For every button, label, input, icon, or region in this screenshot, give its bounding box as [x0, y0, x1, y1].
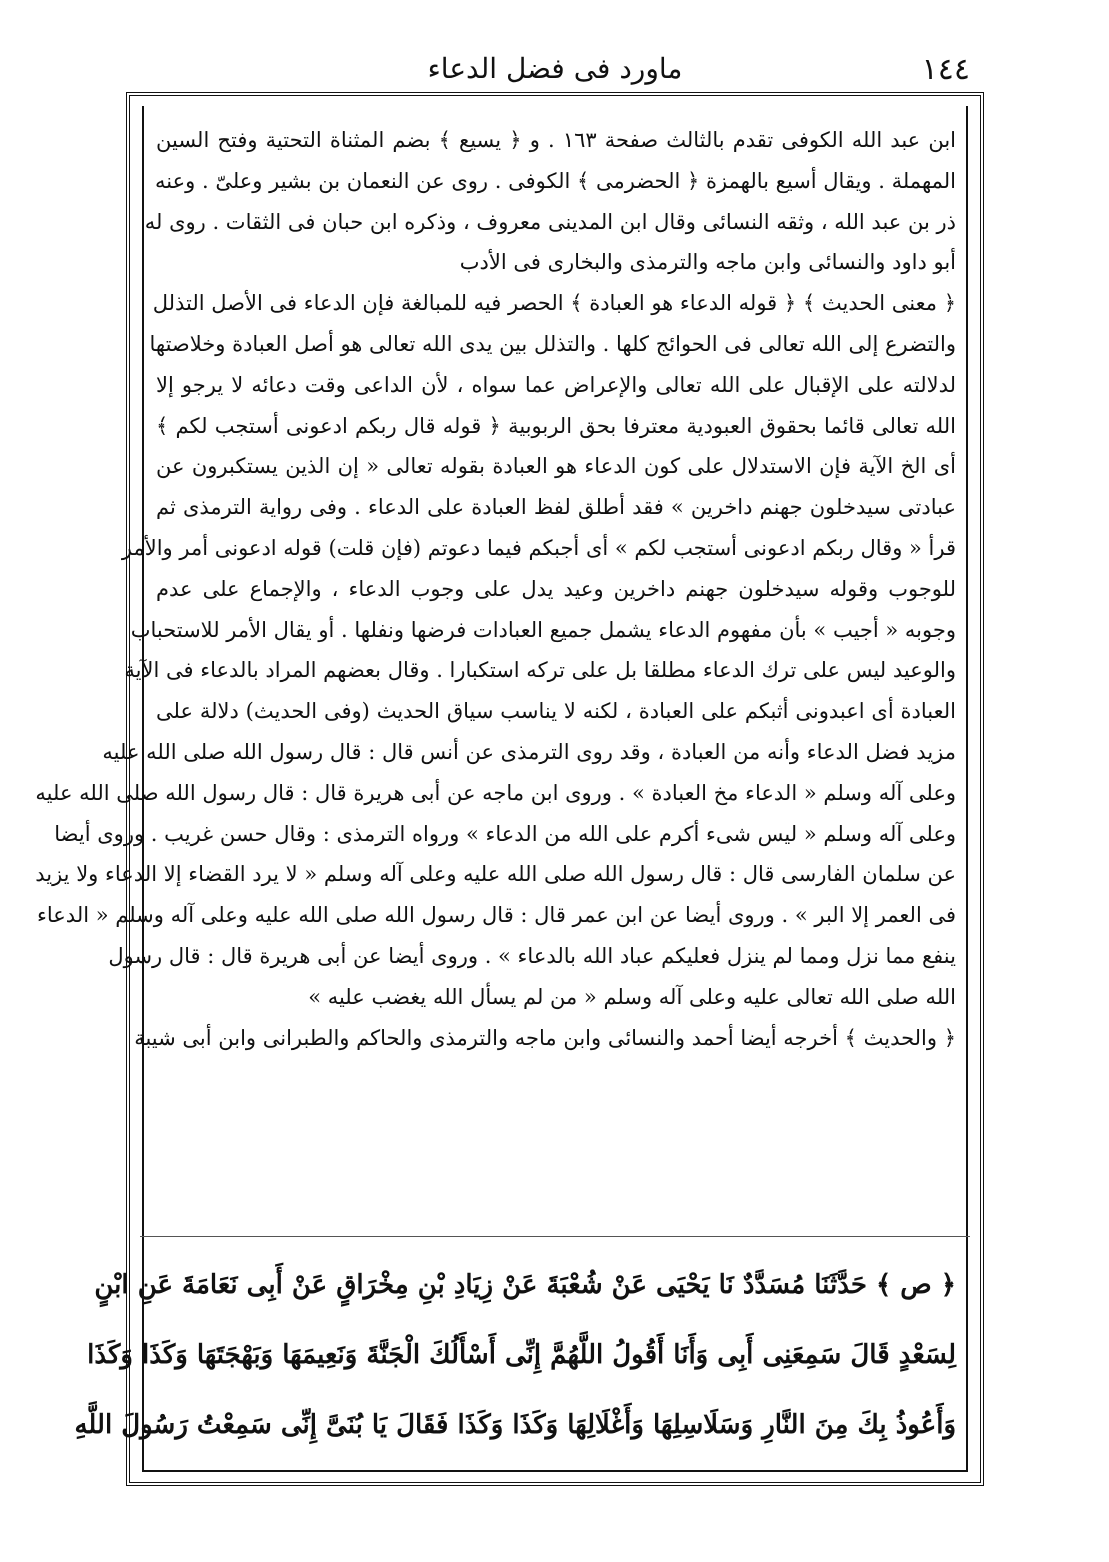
commentary-line: عبادتى سيدخلون جهنم داخرين » فقد أطلق لفظ العبادة على الدعاء . وفى رواية الترمذى ثم: [156, 495, 956, 520]
commentary-line: أبو داود والنسائى وابن ماجه والترمذى والبخارى فى الأدب: [459, 250, 956, 275]
commentary-line: العبادة أى اعبدونى أثبكم على العبادة ، لكنه لا يناسب سياق الحديث (وفى الحديث) دلالة على: [156, 699, 956, 724]
commentary-line: وجوبه « أجيب » بأن مفهوم الدعاء يشمل جميع العبادات فرضها ونفلها . أو يقال الأمر للاستحباب: [130, 617, 956, 642]
commentary-line: والوعيد ليس على ترك الدعاء مطلقا بل على تركه استكبارا . وقال بعضهم المراد بالدعاء فى الآية: [124, 658, 956, 683]
commentary-line: ذر بن عبد الله ، وثقه النسائى وقال ابن المدينى معروف ، وذكره ابن حبان فى الثقات . روى له: [144, 209, 956, 234]
commentary-line: وعلى آله وسلم « ليس شىء أكرم على الله من الدعاء » ورواه الترمذى : وقال حسن غريب . وروى أيضا: [54, 821, 956, 846]
hadith-line: وَأَعُوذُ بِكَ مِنَ النَّارِ وَسَلَاسِلِهَا وَأَغْلَالِهَا وَكَذَا وَكَذَا فَقَالَ يَا بُنَىَّ إِنِّى سَمِعْتُ رَسُولَ اللَّهِ: [74, 1410, 956, 1440]
hadith-line: ﴿ ص ﴾ حَدَّثَنَا مُسَدَّدٌ نَا يَحْيَى عَنْ شُعْبَةَ عَنْ زِيَادِ بْنِ مِخْرَاقٍ عَنْ أَبِى نَعَامَةَ عَنِ ابْنٍ: [94, 1270, 956, 1300]
commentary-line: ينفع مما نزل ومما لم ينزل فعليكم عباد الله بالدعاء » . وروى أيضا عن أبى هريرة قال : قال رسول: [108, 943, 956, 968]
commentary-line: قرأ « وقال ربكم ادعونى أستجب لكم » أى أجبكم فيما دعوتم (فإن قلت) قوله ادعونى أمر والأمر: [121, 535, 956, 560]
commentary-line: مزيد فضل الدعاء وأنه من العبادة ، وقد روى الترمذى عن أنس قال : قال رسول الله صلى الله عليه: [102, 739, 956, 764]
running-head-title: ماورد فى فضل الدعاء: [427, 52, 683, 85]
commentary-line: الله صلى الله تعالى عليه وعلى آله وسلم « من لم يسأل الله يغضب عليه »: [308, 984, 956, 1009]
commentary-line: فى العمر إلا البر » . وروى أيضا عن ابن عمر قال : قال رسول الله صلى الله عليه وعلى آله وسلم « الدعاء: [37, 903, 956, 928]
commentary-line: عن سلمان الفارسى قال : قال رسول الله صلى الله عليه وعلى آله وسلم « لا يرد القضاء إلا الدعاء ولا يزيد: [35, 862, 956, 887]
commentary-line: والتضرع إلى الله تعالى فى الحوائج كلها . والتذلل بين يدى الله تعالى هو أصل العبادة وخلاصتها: [149, 331, 956, 356]
commentary-line: ﴿ معنى الحديث ﴾ ﴿ قوله الدعاء هو العبادة ﴾ الحصر فيه للمبالغة فإن الدعاء فى الأصل التذلل: [152, 291, 956, 316]
commentary-line: للوجوب وقوله سيدخلون جهنم داخرين وعيد يدل على وجوب الدعاء ، والإجماع على عدم: [156, 576, 956, 601]
commentary-line: ﴿ والحديث ﴾ أخرجه أيضا أحمد والنسائى وابن ماجه والترمذى والحاكم والطبرانى وابن أبى شيبة: [134, 1025, 956, 1050]
commentary-line: الله تعالى قائما بحقوق العبودية معترفا بحق الربوبية ﴿ قوله قال ربكم ادعونى أستجب لكم ﴾: [156, 413, 956, 438]
commentary-line: أى الخ الآية فإن الاستدلال على كون الدعاء هو العبادة بقوله تعالى « إن الذين يستكبرون عن: [156, 454, 956, 479]
commentary-line: ابن عبد الله الكوفى تقدم بالثالث صفحة ١٦٣ . و ﴿ يسيع ﴾ بضم المثناة التحتية وفتح السين: [156, 128, 957, 152]
commentary-line: المهملة . ويقال أسيع بالهمزة ﴿ الحضرمى ﴾ الكوفى . روى عن النعمان بن بشير وعلىّ . وعنه: [155, 168, 956, 193]
commentary-line: وعلى آله وسلم « الدعاء مخ العبادة » . وروى ابن ماجه عن أبى هريرة قال : قال رسول الله صلى الله عليه: [35, 780, 956, 805]
section-divider: [140, 1236, 970, 1237]
page-number: ١٤٤: [921, 52, 970, 87]
hadith-text-block: [74, 1250, 956, 1460]
running-head: [140, 44, 970, 90]
commentary-block: [35, 120, 957, 1058]
hadith-line: لِسَعْدٍ قَالَ سَمِعَنِى أَبِى وَأَنَا أَقُولُ اللَّهُمَّ إِنِّى أَسْأَلُكَ الْجَنَّةَ وَنَعِيمَهَا وَبَهْجَتَهَا وَكَذَا وَكَذَا: [87, 1340, 956, 1370]
commentary-line: لدلالته على الإقبال على الله تعالى والإعراض عما سواه ، لأن الداعى وقت دعائه لا يرجو إلا: [156, 372, 956, 397]
